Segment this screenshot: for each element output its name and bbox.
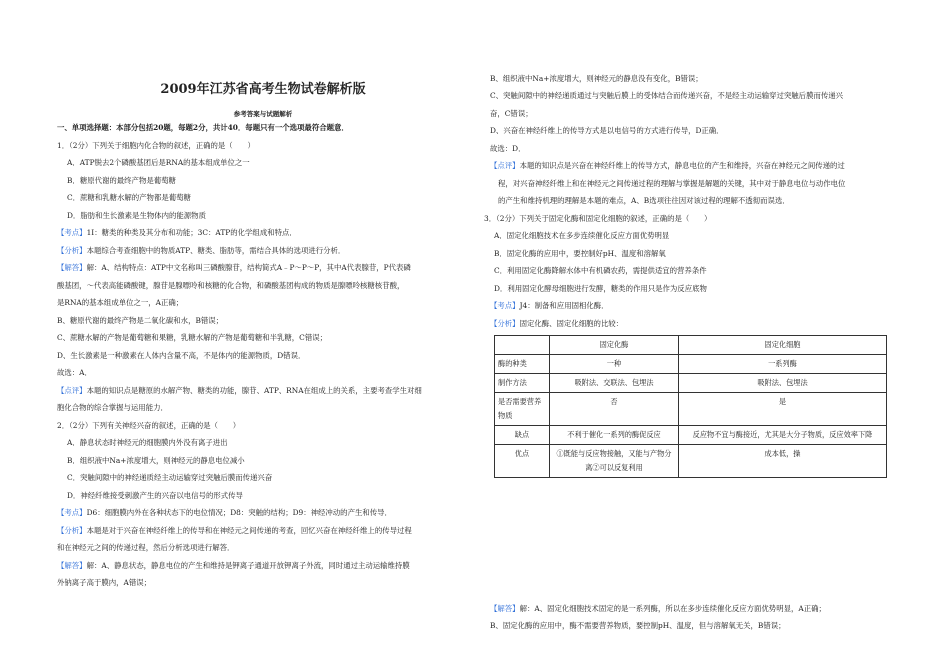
q2-kaodian-text: D6：细胞膜内外在各种状态下的电位情况；D8：突触的结构；D9：神经冲动的产生和传导． (86, 508, 392, 517)
table-cell: 吸附法、交联法、包埋法 (550, 374, 679, 393)
q2-kaodian (57, 508, 392, 518)
q2-option-d: D．神经纤维接受刺激产生的兴奋以电信号的形式传导 (67, 491, 243, 500)
q1-dianping-0 (57, 386, 422, 396)
q1-jieda-5: D、生长激素是一种激素在人体内含量不高，不是体内的能源物质，D错误． (57, 351, 306, 360)
q1-fenxi-text: 本题综合考查细胞中的物质ATP、糖类、脂肪等，需结合具体的选项进行分析． (86, 246, 346, 255)
q2-option-b: B．组织液中Na+浓度增大，则神经元的静息电位减小 (67, 456, 245, 465)
table-row (495, 426, 887, 445)
table-cell: 一种 (550, 355, 679, 374)
table-cell: 吸附法、包埋法 (679, 374, 887, 393)
q3-fenxi (490, 319, 623, 329)
q3-jieda-0 (490, 604, 826, 614)
q2-fenxi-0 (57, 526, 412, 536)
q1-jieda-6: 故选：A． (57, 368, 92, 377)
q3-stem: 3．（2分）下列关于固定化酶和固定化细胞的叙述，正确的是（ ） (484, 214, 712, 223)
table-cell: 制作方法 (495, 374, 550, 393)
q1-stem: 1．（2分）下列关于细胞内化合物的叙述，正确的是（ ） (57, 141, 255, 150)
tag-jieda: 【解答】 (490, 604, 520, 613)
q1-kaodian (57, 228, 297, 238)
table-row (495, 355, 887, 374)
section-heading: 一、单项选择题：本部分包括20题，每题2分，共计40．每题只有一个选项最符合题意． (57, 123, 349, 132)
tag-fenxi: 【分析】 (57, 246, 87, 255)
q3-jieda-text: 解：A、固定化细胞技术固定的是一系列酶，所以在多步连续催化反应方面优势明显，A正确； (519, 604, 826, 613)
q2-fenxi-1: 和在神经元之间的传递过程，然后分析选项进行解答． (57, 543, 235, 552)
page-subtitle: 参考答案与试题解析 (233, 110, 293, 118)
q1-jieda-4: C、蔗糖水解的产物是葡萄糖和果糖，乳糖水解的产物是葡萄糖和半乳糖，C错误； (57, 333, 327, 342)
q1-jieda-1: 酸基团，～代表高能磷酸键，腺苷是腺嘌呤和核糖的化合物，和磷酸基团构成的物质是腺嘌呤核糖核苷酸， (57, 281, 405, 290)
tag-fenxi: 【分析】 (490, 319, 520, 328)
q2-dianping-text: 本题的知识点是兴奋在神经纤维上的传导方式，静息电位的产生和维持，兴奋在神经元之间传递的过 (519, 161, 845, 170)
table-cell: 优点 (495, 445, 550, 478)
tag-jieda: 【解答】 (57, 263, 87, 272)
table-cell: ①既能与反应物接触，又能与产物分离②可以反复利用 (550, 445, 679, 478)
q1-dianping-1: 胞化合物的综合掌握与运用能力． (57, 403, 168, 412)
table-cell: 反应物不宜与酶接近，尤其是大分子物质，反应效率下降 (679, 426, 887, 445)
q2-dianping-0 (490, 161, 845, 171)
q1-option-d: D．脂肪和生长激素是生物体内的能源物质 (67, 211, 206, 220)
tag-fenxi: 【分析】 (57, 526, 87, 535)
q2-jieda-right-2: 奋，C错误； (490, 109, 533, 118)
table-cell: 一系列酶 (679, 355, 887, 374)
table-cell: 是 (679, 393, 887, 426)
q2-jieda-right-3: D、兴奋在神经纤维上的传导方式是以电信号的方式进行传导，D正确． (490, 126, 724, 135)
q2-jieda-1: 外钠离子高于膜内，A错误； (57, 578, 152, 587)
q1-jieda-text: 解：A、结构特点：ATP中文名称叫三磷酸腺苷，结构简式A﹣P～P～P，其中A代表腺苷，P代表磷 (86, 263, 411, 272)
q1-jieda-2: 是RNA的基本组成单位之一，A正确； (57, 298, 184, 307)
q1-option-a: A．ATP脱去2个磷酸基团后是RNA的基本组成单位之一 (67, 158, 250, 167)
table-header-row (495, 336, 887, 355)
tag-dianping: 【点评】 (490, 161, 520, 170)
table-header-cell: 固定化酶 (550, 336, 679, 355)
table-row (495, 445, 887, 478)
q1-jieda-0 (57, 263, 411, 273)
q1-option-c: C．蔗糖和乳糖水解的产物都是葡萄糖 (67, 193, 191, 202)
table-cell: 是否需要营养物质 (495, 393, 550, 426)
q3-kaodian (490, 301, 609, 311)
q3-kaodian-text: J4：制备和应用固相化酶． (519, 301, 609, 310)
q2-dianping-1: 程，对兴奋神经纤维上和在神经元之间传递过程的理解与掌握是解题的关键，其中对于静息电位与动作电位 (498, 179, 846, 188)
table-cell: 不利于催化一系列的酶促反应 (550, 426, 679, 445)
tag-dianping: 【点评】 (57, 386, 87, 395)
tag-kaodian: 【考点】 (490, 301, 520, 310)
q1-option-b: B．糖原代谢的最终产物是葡萄糖 (67, 176, 176, 185)
q2-jieda-right-0: B、组织液中Na+浓度增大，则神经元的静息没有变化，B错误； (490, 74, 703, 83)
q2-jieda-0 (57, 561, 410, 571)
q3-option-a: A．固定化细胞技术在多步连续催化反应方面优势明显 (494, 231, 670, 240)
table-cell: 酶的种类 (495, 355, 550, 374)
q2-jieda-text: 解：A、静息状态，静息电位的产生和维持是钾离子通道开放钾离子外流，同时通过主动运输维持膜 (86, 561, 410, 570)
q1-kaodian-text: 1I：糖类的种类及其分布和功能；3C：ATP的化学组成和特点． (86, 228, 297, 237)
table-row (495, 393, 887, 426)
q3-jieda-1: B、固定化酶的应用中，酶不需要营养物质，要控制pH、温度，但与溶解氧无关，B错误； (490, 621, 786, 630)
table-cell: 成本低，操 (679, 445, 887, 478)
q2-dianping-2: 的产生和维持机理的理解是本题的难点，A、B选项往往因对该过程的理解不透彻而误选． (498, 196, 790, 205)
q2-option-a: A．静息状态时神经元的细胞膜内外没有离子进出 (67, 438, 228, 447)
table-cell: 缺点 (495, 426, 550, 445)
q2-fenxi-text: 本题是对于兴奋在神经纤维上的传导和在神经元之间传递的考查，回忆兴奋在神经纤维上的传导过程 (86, 526, 412, 535)
q1-jieda-3: B、糖原代谢的最终产物是二氧化碳和水，B错误； (57, 316, 224, 325)
table-cell: 否 (550, 393, 679, 426)
q3-option-d: D．利用固定化酵母细胞进行发酵，糖类的作用只是作为反应底物 (494, 284, 707, 293)
q3-option-b: B．固定化酶的应用中，要控制好pH、温度和溶解氧 (494, 249, 666, 258)
table-header-cell: 固定化细胞 (679, 336, 887, 355)
table-row (495, 374, 887, 393)
q3-option-c: C．利用固定化酶降解水体中有机磷农药，需提供适宜的营养条件 (494, 266, 707, 275)
comparison-table (494, 335, 887, 478)
q2-stem: 2．（2分）下列有关神经兴奋的叙述，正确的是（ ） (57, 421, 241, 430)
tag-jieda: 【解答】 (57, 561, 87, 570)
table-header-cell (495, 336, 550, 355)
q2-jieda-right-1: C、突触间隙中的神经递质通过与突触后膜上的受体结合而传递兴奋，不是经主动运输穿过突触后膜而传递兴 (490, 91, 844, 100)
page-title: 2009年江苏省高考生物试卷解析版 (160, 82, 366, 97)
q2-jieda-right-4: 故选：D． (490, 144, 526, 153)
q1-fenxi (57, 246, 345, 256)
q3-fenxi-text: 固定化酶、固定化细胞的比较： (519, 319, 624, 328)
q2-option-c: C．突触间隙中的神经递质经主动运输穿过突触后膜而传递兴奋 (67, 473, 273, 482)
tag-kaodian: 【考点】 (57, 228, 87, 237)
q1-dianping-text: 本题的知识点是糖原的水解产物、糖类的功能，腺苷、ATP、RNA在组成上的关系，主要考查学生对细 (86, 386, 422, 395)
tag-kaodian: 【考点】 (57, 508, 87, 517)
